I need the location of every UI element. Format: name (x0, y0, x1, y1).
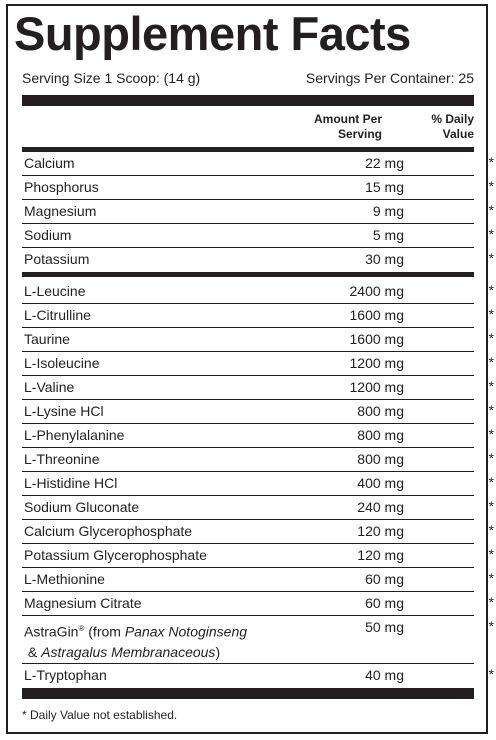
ingredient-daily-value: * (488, 402, 494, 418)
ingredient-amount: 1200 mg (349, 355, 404, 371)
ingredient-amount: 120 mg (357, 523, 404, 539)
ingredient-amount: 800 mg (357, 427, 404, 443)
ingredient-row (22, 592, 494, 616)
ingredient-name: L-Valine (24, 379, 75, 395)
ingredient-daily-value: * (488, 282, 494, 298)
ingredient-name: L-Leucine (24, 283, 86, 299)
ingredient-name: Sodium Gluconate (24, 499, 140, 515)
ingredient-amount: 22 mg (365, 155, 404, 171)
ingredient-name: L-Lysine HCl (24, 403, 104, 419)
astragin-amp: & (27, 643, 42, 660)
ingredient-amount: 50 mg (365, 619, 404, 635)
servings-per-container: Servings Per Container: 25 (305, 70, 474, 86)
astragin-name: AstraGin (24, 623, 79, 640)
ingredient-amount: 5 mg (372, 227, 404, 243)
ingredient-amount: 120 mg (357, 547, 404, 563)
ingredient-daily-value: * (488, 594, 494, 610)
ingredient-name: L-Histidine HCl (24, 475, 118, 491)
astragin-close: ) (215, 643, 221, 660)
ingredient-name: L-Citrulline (24, 307, 91, 323)
amount-header-line1: Amount Per (313, 112, 382, 126)
daily-value-header (400, 112, 474, 142)
ingredient-daily-value: * (488, 618, 494, 634)
astragin-source-1: Panax Notoginseng (124, 623, 248, 640)
ingredient-daily-value: * (488, 498, 494, 514)
ingredient-amount: 1600 mg (349, 331, 404, 347)
ingredient-name: L-Isoleucine (24, 355, 100, 371)
ingredient-amount: 9 mg (372, 203, 404, 219)
ingredient-amount: 60 mg (365, 571, 404, 587)
ingredient-row-tryptophan (22, 664, 494, 688)
ingredient-row (22, 280, 494, 304)
ingredient-row (22, 200, 494, 224)
ingredient-amount: 40 mg (365, 667, 404, 683)
ingredient-daily-value: * (488, 306, 494, 322)
ingredient-name: L-Methionine (24, 571, 105, 587)
ingredient-daily-value: * (488, 226, 494, 242)
ingredient-amount: 2400 mg (349, 283, 404, 299)
ingredient-name: Taurine (24, 331, 70, 347)
ingredient-name: Potassium (24, 251, 90, 267)
ingredient-daily-value: * (488, 570, 494, 586)
ingredient-name (24, 619, 314, 662)
ingredient-daily-value: * (488, 178, 494, 194)
ingredient-row (22, 400, 494, 424)
serving-size: Serving Size 1 Scoop: (14 g) (22, 70, 201, 86)
ingredient-amount: 1600 mg (349, 307, 404, 323)
ingredient-daily-value: * (488, 450, 494, 466)
amount-header-line2: Serving (337, 127, 382, 141)
ingredient-daily-value: * (488, 522, 494, 538)
ingredient-row (22, 448, 494, 472)
ingredient-row (22, 152, 494, 176)
ingredient-amount: 800 mg (357, 451, 404, 467)
panel-title: Supplement Facts (14, 7, 411, 60)
ingredient-amount: 15 mg (365, 179, 404, 195)
ingredient-daily-value: * (488, 426, 494, 442)
ingredient-amount: 60 mg (365, 595, 404, 611)
ingredient-daily-value: * (488, 250, 494, 266)
ingredient-amount: 800 mg (357, 403, 404, 419)
astragin-from: (from (84, 623, 125, 640)
ingredient-row (22, 352, 494, 376)
ingredient-name: Potassium Glycerophosphate (24, 547, 207, 563)
ingredient-daily-value: * (488, 378, 494, 394)
amount-per-serving-header (286, 112, 382, 142)
ingredient-amount: 30 mg (365, 251, 404, 267)
ingredient-name: Calcium Glycerophosphate (24, 523, 193, 539)
ingredient-row-astragin (22, 616, 494, 664)
dv-header-line1: % Daily (431, 112, 474, 126)
ingredient-row (22, 376, 494, 400)
ingredient-daily-value: * (488, 154, 494, 170)
ingredient-daily-value: * (488, 474, 494, 490)
ingredient-row (22, 496, 494, 520)
ingredient-row (22, 248, 494, 272)
ingredient-name: Calcium (24, 155, 75, 171)
ingredient-daily-value: * (488, 202, 494, 218)
thick-divider-bottom (22, 688, 474, 699)
ingredient-row (22, 544, 494, 568)
ingredient-name: Sodium (24, 227, 72, 243)
ingredient-daily-value: * (488, 330, 494, 346)
ingredient-amount: 1200 mg (349, 379, 404, 395)
ingredient-name: Magnesium Citrate (24, 595, 142, 611)
ingredient-row (22, 304, 494, 328)
ingredient-daily-value: * (488, 354, 494, 370)
ingredient-row (22, 568, 494, 592)
ingredient-name: L-Threonine (24, 451, 100, 467)
ingredient-row (22, 472, 494, 496)
ingredient-name: L-Phenylalanine (24, 427, 125, 443)
ingredient-row (22, 224, 494, 248)
thick-divider-minerals (22, 272, 474, 277)
footnote: * Daily Value not established. (22, 708, 178, 722)
thick-divider-top (22, 95, 474, 106)
ingredient-daily-value: * (488, 666, 494, 682)
dv-header-line2: Value (442, 127, 474, 141)
ingredient-amount: 400 mg (357, 475, 404, 491)
registered-mark: ® (78, 624, 85, 633)
ingredient-name: Magnesium (24, 203, 97, 219)
ingredient-row (22, 176, 494, 200)
ingredient-name: Phosphorus (24, 179, 99, 195)
ingredient-name: L-Tryptophan (24, 667, 107, 683)
ingredient-row (22, 328, 494, 352)
ingredient-daily-value: * (488, 546, 494, 562)
ingredient-row (22, 424, 494, 448)
astragin-source-2: Astragalus Membranaceous (41, 643, 216, 660)
ingredient-row (22, 520, 494, 544)
ingredient-amount: 240 mg (357, 499, 404, 515)
